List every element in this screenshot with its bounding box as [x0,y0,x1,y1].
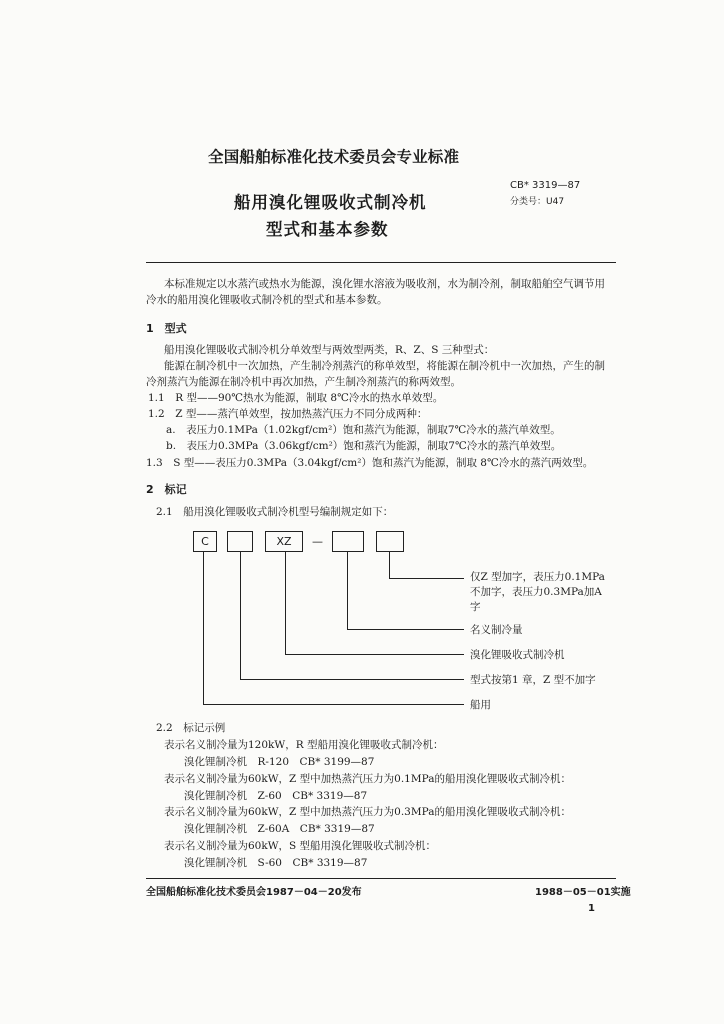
item-2-1: 2.1 船用溴化锂吸收式制冷机型号编制规定如下： [156,506,394,518]
label-type: 型式按第1 章，Z 型不加字 [470,674,596,686]
leader-type-h [240,679,464,680]
item-1-1: 1.1 R 型——90℃热水为能源，制取 8℃冷水的热水单效型。 [148,392,444,404]
label-suffix-2: 不加字，表压力0.3MPa加A [470,586,602,598]
item-1-2: 1.2 Z 型——蒸汽单效型，按加热蒸汽压力不同分成两种： [148,408,428,420]
example-1-desc: 表示名义制冷量为120kW，R 型船用溴化锂吸收式制冷机： [164,739,444,751]
section-2-heading: 2 标记 [146,483,187,496]
example-4-desc: 表示名义制冷量为60kW，S 型船用溴化锂吸收式制冷机： [164,840,437,852]
diagram-box-type [227,531,253,552]
leader-libr-h [285,654,464,655]
leader-capacity-h [347,629,464,630]
header-rule [146,262,616,263]
example-3-desc: 表示名义制冷量为60kW，Z 型中加热蒸汽压力为0.3MPa的船用溴化锂吸收式制冷机： [164,806,571,818]
document-title-line1: 船用溴化锂吸收式制冷机 [234,193,427,212]
section-1-heading: 1 型式 [146,322,187,335]
page-number: 1 [588,903,595,914]
standard-number: CB* 3319—87 [510,180,581,191]
item-b: b. 表压力0.3MPa（3.06kgf/cm²）饱和蒸汽为能源，制取7℃冷水的蒸汽单效型。 [166,440,562,452]
leader-libr-v [285,552,286,655]
item-a: a. 表压力0.1MPa（1.02kgf/cm²）饱和蒸汽为能源，制取7℃冷水的蒸汽单效型。 [166,424,561,436]
section-1-line-3: 冷剂蒸汽为能源在制冷机中再次加热，产生制冷剂蒸汽的称两效型。 [146,376,461,388]
example-1-mark: 溴化锂制冷机 R-120 CB* 3199—87 [184,756,375,768]
issue-date: 全国船舶标准化技术委员会1987－04－20发布 [146,887,362,898]
diagram-dash: — [312,535,323,548]
leader-ship-h [203,704,464,705]
diagram-box-xz: XZ [265,531,303,552]
effective-date: 1988－05－01实施 [535,887,631,898]
item-2-2: 2.2 标记示例 [156,722,226,734]
leader-ship-v [203,552,204,705]
example-3-mark: 溴化锂制冷机 Z-60A CB* 3319—87 [184,823,375,835]
label-suffix-3: 字 [470,601,481,613]
section-1-line-2: 能源在制冷机中一次加热，产生制冷剂蒸汽的称单效型，将能源在制冷机中一次加热，产生的制 [164,360,605,372]
leader-suffix-h [389,578,464,579]
item-1-3: 1.3 S 型——表压力0.3MPa（3.04kgf/cm²）饱和蒸汽为能源，制取 8℃冷水的蒸汽两效型。 [146,457,594,469]
diagram-box-capacity [332,531,364,552]
leader-suffix-v [389,552,390,579]
example-2-mark: 溴化锂制冷机 Z-60 CB* 3319—87 [184,790,368,802]
label-capacity: 名义制冷量 [470,624,523,636]
label-suffix-1: 仅Z 型加字，表压力0.1MPa [470,571,605,583]
leader-type-v [240,552,241,680]
footer-rule [146,878,616,879]
document-title-line2: 型式和基本参数 [266,220,389,239]
section-1-line-1: 船用溴化锂吸收式制冷机分单效型与两效型两类，R、Z、S 三种型式： [164,344,495,356]
label-libr: 溴化锂吸收式制冷机 [470,649,565,661]
example-4-mark: 溴化锂制冷机 S-60 CB* 3319—87 [184,857,368,869]
label-ship: 船用 [470,699,491,711]
example-2-desc: 表示名义制冷量为60kW，Z 型中加热蒸汽压力为0.1MPa的船用溴化锂吸收式制冷机： [164,773,571,785]
intro-line-2: 冷水的船用溴化锂吸收式制冷机的型式和基本参数。 [146,294,388,306]
committee-title: 全国船舶标准化技术委员会专业标准 [208,148,460,166]
classification-number: 分类号：U47 [510,197,565,207]
leader-capacity-v [347,552,348,630]
intro-line-1: 本标准规定以水蒸汽或热水为能源，溴化锂水溶液为吸收剂，水为制冷剂，制取船舶空气调节用 [164,278,605,290]
diagram-box-suffix [376,531,404,552]
diagram-box-c: C [193,531,217,552]
